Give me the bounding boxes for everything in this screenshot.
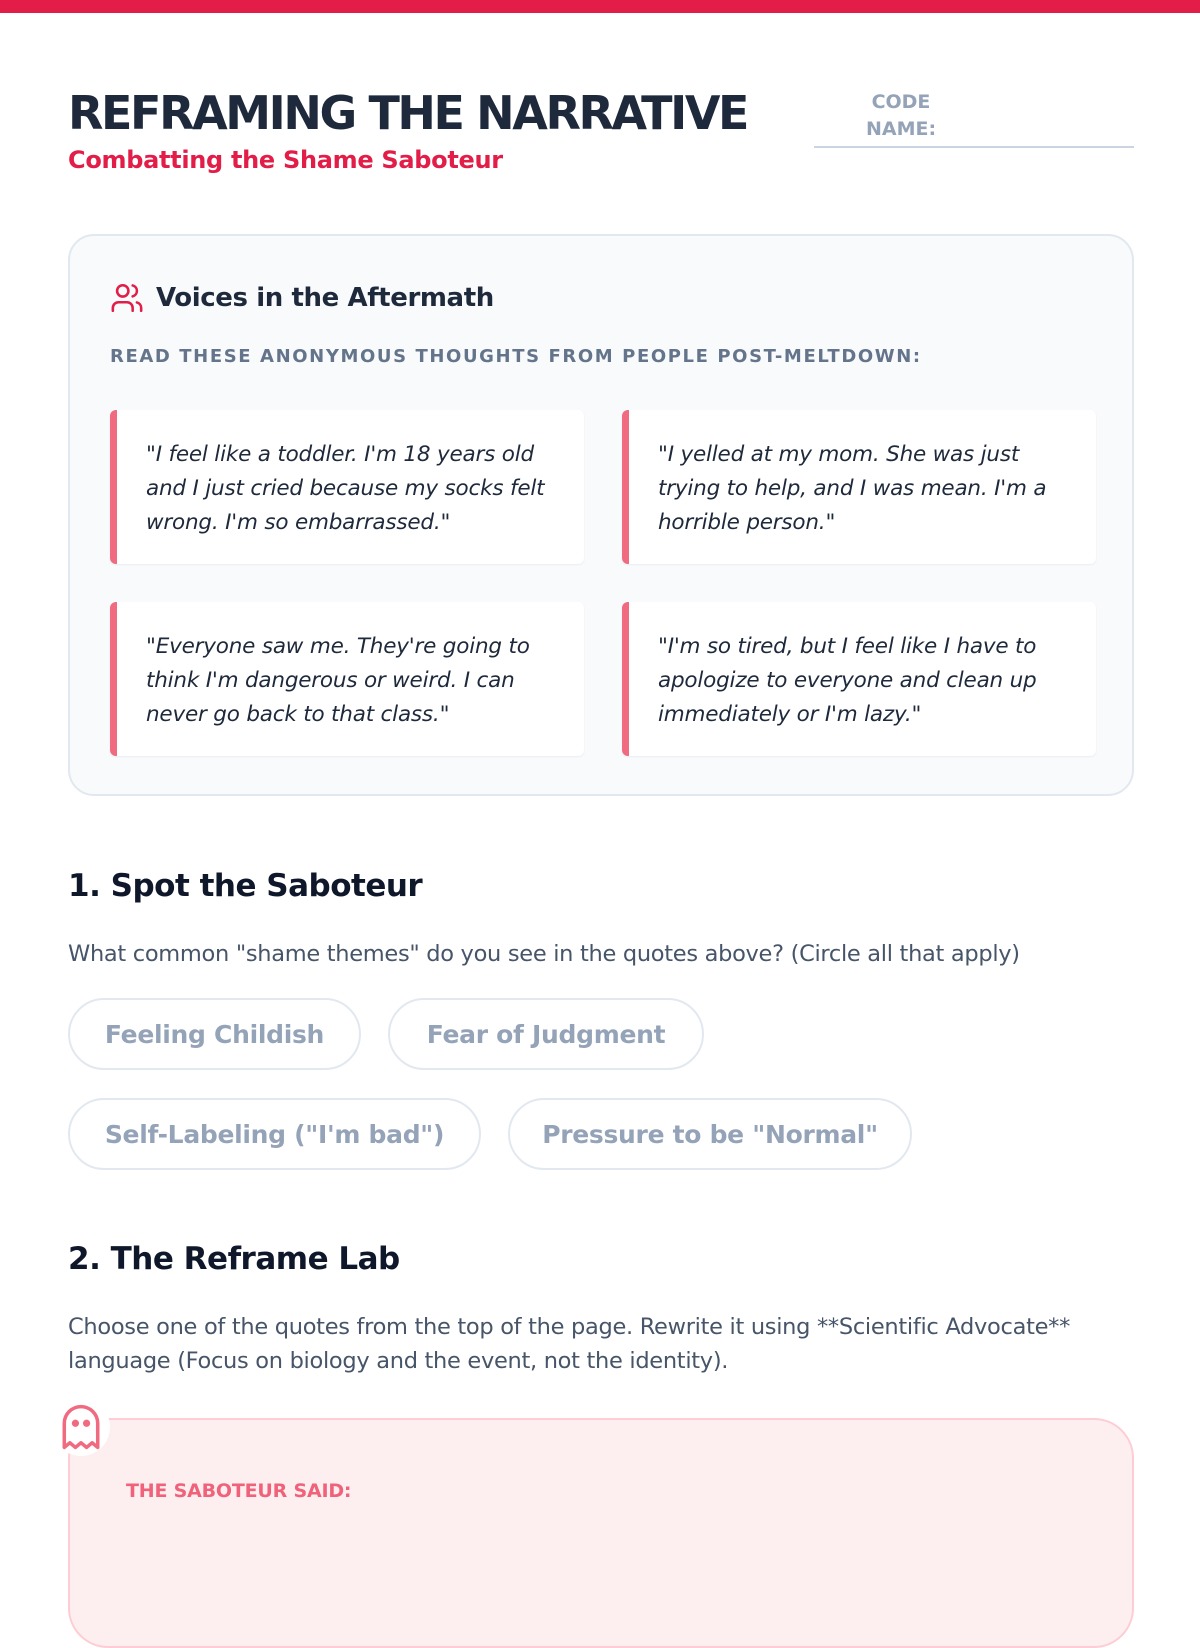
code-name-field[interactable] — [814, 86, 1134, 148]
theme-option-self-labeling[interactable]: Self-Labeling ("I'm bad") — [68, 1098, 481, 1170]
quote-card: "I'm so tired, but I feel like I have to apologize to everyone and clean up immediately or I'm lazy." — [622, 602, 1096, 756]
theme-option-feeling-childish[interactable]: Feeling Childish — [68, 998, 361, 1070]
code-name-label: CODE NAME: — [866, 91, 937, 140]
users-icon — [110, 281, 144, 315]
voices-instruction: READ THESE ANONYMOUS THOUGHTS FROM PEOPLE POST-MELTDOWN: — [110, 346, 922, 367]
theme-option-pressure-normal[interactable]: Pressure to be "Normal" — [508, 1098, 912, 1170]
page-header — [68, 78, 1134, 188]
page-subtitle: Combatting the Shame Saboteur — [68, 146, 503, 174]
quote-card: "Everyone saw me. They're going to think I'm dangerous or weird. I can never go back to that class." — [110, 602, 584, 756]
section-instructions: What common "shame themes" do you see in the quotes above? (Circle all that apply) — [68, 941, 1020, 967]
section-instructions: Choose one of the quotes from the top of the page. Rewrite it using **Scientific Advocate** language (Focus on biology and the event, not the identity). — [68, 1314, 1071, 1374]
voices-title: Voices in the Aftermath — [156, 283, 494, 313]
saboteur-said-box[interactable] — [68, 1418, 1134, 1648]
ghost-icon — [58, 1401, 104, 1453]
top-accent-bar — [0, 0, 1200, 13]
quote-card: "I feel like a toddler. I'm 18 years old and I just cried because my socks felt wrong. I'm so embarrassed." — [110, 410, 584, 564]
section-title-spot-saboteur: 1. Spot the Saboteur — [68, 868, 423, 904]
section-title-reframe-lab: 2. The Reframe Lab — [68, 1241, 400, 1277]
page-title: REFRAMING THE NARRATIVE — [68, 86, 748, 140]
voices-header — [110, 278, 494, 318]
saboteur-said-label: THE SABOTEUR SAID: — [126, 1480, 352, 1502]
quote-card: "I yelled at my mom. She was just trying to help, and I was mean. I'm a horrible person." — [622, 410, 1096, 564]
voices-card — [68, 234, 1134, 796]
theme-option-fear-of-judgment[interactable]: Fear of Judgment — [388, 998, 704, 1070]
ghost-badge — [52, 1398, 110, 1456]
